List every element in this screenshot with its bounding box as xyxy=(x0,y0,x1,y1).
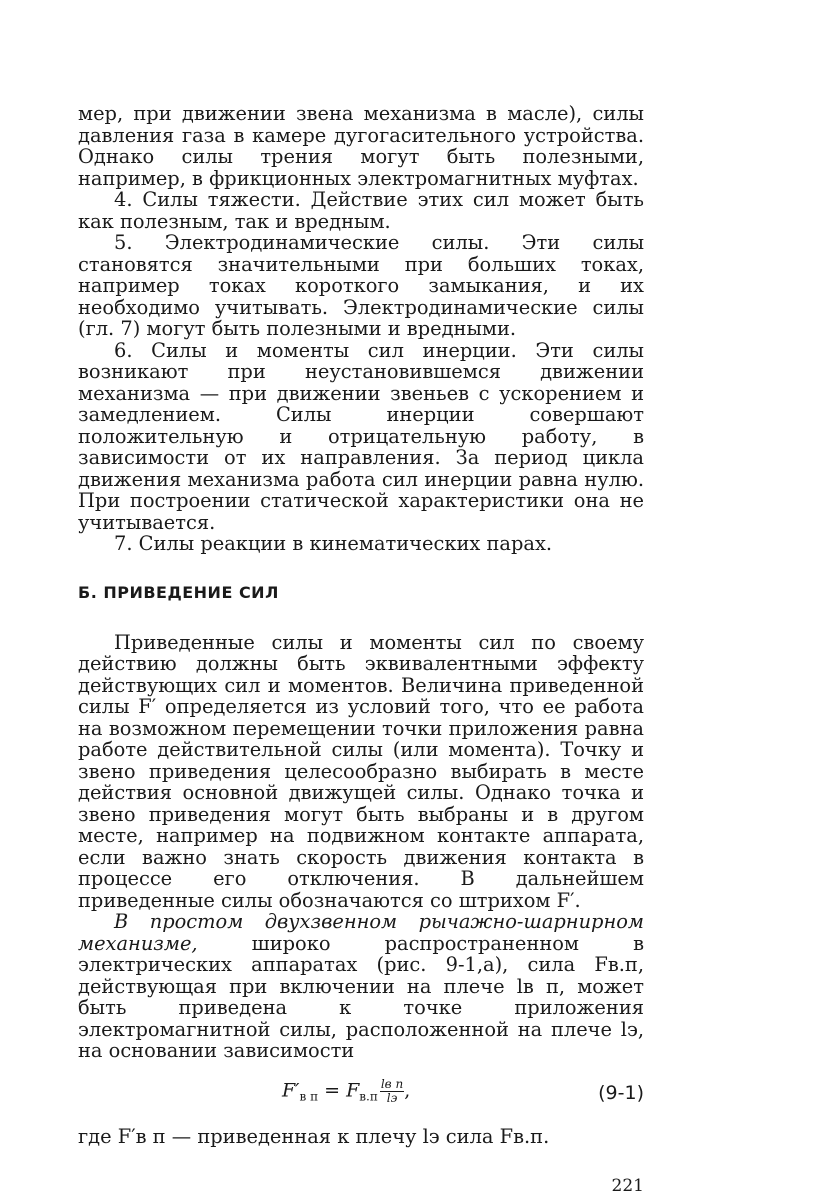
paragraph-where: где F′в п — приведенная к плечу lэ сила Fв.п. xyxy=(78,1124,550,1148)
lever-rest: широко распространенном в электрических аппаратах (рис. 9-1,а), сила Fв.п, действующая при включении на плече lв п, может быть приведена к точке приложения электромагнитной силы, расположенной на плече lэ, на основании зависимости xyxy=(78,931,644,1062)
paragraph-inertia: 6. Силы и моменты сил инерции. Эти силы возникают при неустановившемся движении механизма — при движении звеньев с ускорением и замедлением. Силы инерции совершают положительную и отрицательную работу, в зависимости от их направления. За период цикла движения механизма работа сил инерции равна нулю. При построении статической характеристики она не учитывается. xyxy=(78,338,644,534)
equation-number: (9-1) xyxy=(598,1081,644,1104)
paragraph-reaction: 7. Силы реакции в кинематических парах. xyxy=(114,532,553,555)
paragraph-electrodynamic: 5. Электродинамические силы. Эти силы становятся значительными при больших токах, например токах короткого замыкания, и их необходимо учитывать. Электродинамические силы (гл. 7) могут быть полезными и вредными. xyxy=(78,231,644,340)
lever-italic-phrase: В простом двухзвенном рычажно-шарнирном механизме, xyxy=(78,910,644,955)
page-number: 221 xyxy=(611,1176,644,1196)
section-heading: Б. ПРИВЕДЕНИЕ СИЛ xyxy=(78,582,279,602)
paragraph-forces-friction: мер, при движении звена механизма в масле), силы давления газа в камере дугогасительного устройства. Однако силы трения могут быть полезными, например, в фрикционных электромагнитных муфтах. xyxy=(78,102,644,190)
paragraph-reduction: Приведенные силы и моменты сил по своему действию должны быть эквивалентными эффекту действующих сил и моментов. Величина приведенной силы F′ определяется из условий того, что ее работа на возможном перемещении точки приложения равна работе действительной силы (или момента). Точку и звено приведения целесообразно выбирать в месте действия основной движущей силы. Однако точка и звено приведения могут быть выбраны и в другом месте, например на подвижном контакте аппарата, если важно знать скорость движения контакта в процессе его отключения. В дальнейшем приведенные силы обозначаются со штрихом F′. xyxy=(78,630,644,912)
formula-9-1 xyxy=(78,1072,644,1118)
page-body xyxy=(78,102,644,1196)
paragraph-gravity: 4. Силы тяжести. Действие этих сил может быть как полезным, так и вредным. xyxy=(78,188,644,233)
formula-fraction: $\frac{\text{lв п}}{lэ}$ xyxy=(380,1076,404,1105)
formula-expression: $F'_{в п} = F_{в.п}$ $\frac{\text{lв п}}{lэ}$ , xyxy=(282,1076,411,1105)
paragraph-lever xyxy=(78,911,644,1062)
